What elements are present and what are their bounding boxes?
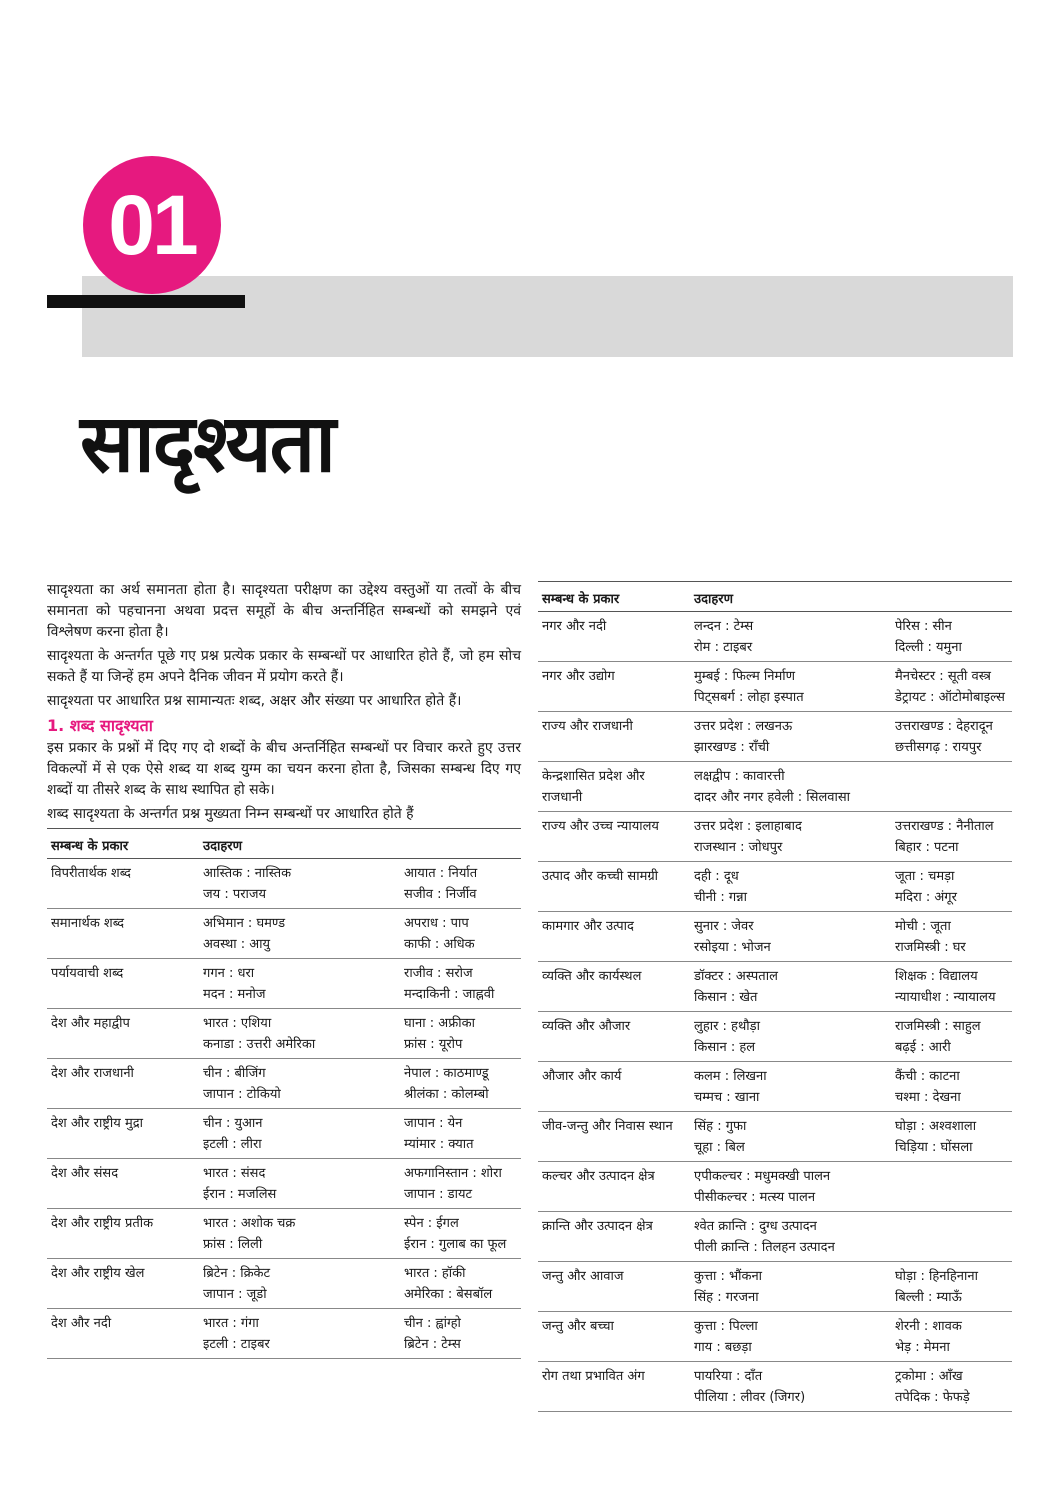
relation-type: कामगार और उत्पाद	[538, 912, 690, 962]
example-pair: चीन : युआन	[203, 1116, 263, 1131]
example-pair: रोम : टाइबर	[694, 640, 753, 655]
table-row	[538, 1362, 1012, 1412]
example-pair: डेट्रायट : ऑटोमोबाइल्स	[895, 690, 1005, 705]
relation-type: रोग तथा प्रभावित अंग	[538, 1362, 690, 1412]
example-pair: कनाडा : उत्तरी अमेरिका	[203, 1037, 316, 1052]
example-pair: रसोइया : भोजन	[694, 940, 771, 955]
example-cell	[690, 762, 1012, 812]
relation-type: देश और राष्ट्रीय प्रतीक	[47, 1209, 199, 1259]
table-header-examples: उदाहरण	[199, 829, 521, 859]
example-cell	[891, 862, 1012, 912]
relation-type: जीव-जन्तु और निवास स्थान	[538, 1112, 690, 1162]
example-pair: पायरिया : दाँत	[694, 1369, 763, 1384]
example-pair: कलम : लिखना	[694, 1069, 767, 1084]
example-cell	[690, 1212, 1012, 1262]
example-cell	[690, 1312, 891, 1362]
example-pair: ईरान : गुलाब का फूल	[404, 1237, 507, 1252]
relation-type: समानार्थक शब्द	[47, 909, 199, 959]
example-pair: झारखण्ड : राँची	[694, 740, 770, 755]
example-pair: पिट्सबर्ग : लोहा इस्पात	[694, 690, 804, 705]
table-row	[538, 962, 1012, 1012]
paragraph: इस प्रकार के प्रश्नों में दिए गए दो शब्दों के बीच अन्तर्निहित सम्बन्धों पर विचार करते हुए उत्तर विकल्पों में से एक ऐसे शब्द या शब्द युग्म का चयन करना होता है, जिसका सम्बन्ध दिए गए शब्दों या तीसरे शब्द के साथ स्थापित हो सके।	[47, 740, 521, 798]
table-row	[47, 1059, 521, 1109]
example-pair: गगन : धरा	[203, 966, 255, 981]
example-cell	[199, 1159, 400, 1209]
relation-type: राज्य और राजधानी	[538, 712, 690, 762]
example-cell	[690, 1162, 1012, 1212]
relation-type: देश और राष्ट्रीय मुद्रा	[47, 1109, 199, 1159]
example-pair: न्यायाधीश : न्यायालय	[895, 990, 996, 1005]
example-pair: मैनचेस्टर : सूती वस्त्र	[895, 669, 991, 684]
example-pair: भारत : हॉकी	[404, 1266, 466, 1281]
example-pair: चिड़िया : घोंसला	[895, 1140, 973, 1155]
relation-type: उत्पाद और कच्ची सामग्री	[538, 862, 690, 912]
example-pair: पीलिया : लीवर (जिगर)	[694, 1390, 806, 1405]
example-pair: सिंह : गुफा	[694, 1119, 747, 1134]
example-cell	[690, 612, 891, 662]
example-pair: लुहार : हथौड़ा	[694, 1019, 760, 1034]
example-pair: मदिरा : अंगूर	[895, 890, 957, 905]
chapter-number: 01	[108, 177, 196, 272]
header-band	[82, 276, 1013, 357]
example-pair: श्वेत क्रान्ति : दुग्ध उत्पादन	[694, 1219, 817, 1234]
example-cell	[400, 1309, 521, 1359]
example-pair: इटली : लीरा	[203, 1137, 262, 1152]
example-cell	[199, 1209, 400, 1259]
relation-table-left	[47, 828, 521, 1359]
example-cell	[690, 812, 891, 862]
table-row	[538, 1162, 1012, 1212]
relation-type: केन्द्रशासित प्रदेश और राजधानी	[538, 762, 690, 812]
relation-type: व्यक्ति और औजार	[538, 1012, 690, 1062]
example-cell	[400, 1009, 521, 1059]
example-cell	[400, 1159, 521, 1209]
example-cell	[400, 1109, 521, 1159]
relation-type: नगर और उद्योग	[538, 662, 690, 712]
paragraph: सादृश्यता के अन्तर्गत पूछे गए प्रश्न प्रत्येक प्रकार के सम्बन्धों पर आधारित होते हैं, जो हम सोच सकते हैं या जिन्हें हम अपने दैनिक जीवन में प्रयोग करते हैं।	[47, 648, 521, 685]
example-pair: उत्तराखण्ड : देहरादून	[895, 719, 993, 734]
relation-type: देश और राजधानी	[47, 1059, 199, 1109]
intro-text	[47, 580, 521, 712]
example-pair: काफी : अधिक	[404, 937, 475, 952]
relation-type: देश और महाद्वीप	[47, 1009, 199, 1059]
relation-type: राज्य और उच्च न्यायालय	[538, 812, 690, 862]
example-pair: चीन : बीजिंग	[203, 1066, 266, 1081]
table-header-type: सम्बन्ध के प्रकार	[47, 829, 199, 859]
table-row	[47, 1159, 521, 1209]
example-pair: फ्रांस : यूरोप	[404, 1037, 463, 1052]
example-pair: चीन : ह्वांग्हो	[404, 1316, 461, 1331]
table-row	[47, 1109, 521, 1159]
example-pair: ब्रिटेन : क्रिकेट	[203, 1266, 271, 1281]
example-cell	[891, 1112, 1012, 1162]
table-row	[538, 862, 1012, 912]
example-pair: दादर और नगर हवेली : सिलवासा	[694, 790, 851, 805]
example-cell	[690, 862, 891, 912]
table-row	[538, 662, 1012, 712]
example-pair: गाय : बछड़ा	[694, 1340, 752, 1355]
example-cell	[400, 1059, 521, 1109]
example-pair: शिक्षक : विद्यालय	[895, 969, 978, 984]
section-heading: 1. शब्द सादृश्यता	[47, 716, 153, 735]
table-row	[47, 1259, 521, 1309]
chapter-number-badge	[83, 156, 221, 294]
table-row	[538, 612, 1012, 662]
example-pair: एपीकल्चर : मधुमक्खी पालन	[694, 1169, 831, 1184]
table-row	[538, 712, 1012, 762]
example-pair: कुत्ता : पिल्ला	[694, 1319, 758, 1334]
example-pair: जापान : येन	[404, 1116, 463, 1131]
section-text	[47, 738, 521, 825]
example-pair: जापान : जूडो	[203, 1287, 267, 1302]
example-cell	[400, 909, 521, 959]
example-cell	[690, 1012, 891, 1062]
example-pair: भेड़ : मेमना	[895, 1340, 950, 1355]
table-row	[47, 959, 521, 1009]
example-pair: अपराध : पाप	[404, 916, 469, 931]
example-pair: जूता : चमड़ा	[895, 869, 955, 884]
example-pair: श्रीलंका : कोलम्बो	[404, 1087, 489, 1102]
paragraph: सादृश्यता का अर्थ समानता होता है। सादृश्यता परीक्षण का उद्देश्य वस्तुओं या तत्वों के बीच समानता को पहचानना अथवा प्रदत्त समूहों के बीच अन्तर्निहित सम्बन्धों को समझने एवं विश्लेषण करना होता है।	[47, 582, 521, 640]
example-cell	[199, 959, 400, 1009]
example-pair: लक्षद्वीप : कावारत्ती	[694, 769, 785, 784]
right-column	[538, 581, 1012, 1412]
example-pair: चीनी : गन्ना	[694, 890, 747, 905]
example-pair: पेरिस : सीन	[895, 619, 952, 634]
example-pair: भारत : एशिया	[203, 1016, 272, 1031]
example-pair: चम्मच : खाना	[694, 1090, 760, 1105]
example-pair: जापान : टोकियो	[203, 1087, 281, 1102]
example-cell	[891, 1362, 1012, 1412]
example-pair: अफगानिस्तान : शोरा	[404, 1166, 502, 1181]
example-pair: घाना : अफ्रीका	[404, 1016, 475, 1031]
example-pair: बढ़ई : आरी	[895, 1040, 951, 1055]
example-cell	[690, 712, 891, 762]
example-cell	[400, 859, 521, 909]
relation-type: कल्चर और उत्पादन क्षेत्र	[538, 1162, 690, 1212]
example-pair: ईरान : मजलिस	[203, 1187, 277, 1202]
example-pair: घोड़ा : अश्वशाला	[895, 1119, 977, 1134]
example-pair: स्पेन : ईगल	[404, 1216, 459, 1231]
table-row	[47, 859, 521, 909]
example-pair: भारत : गंगा	[203, 1316, 259, 1331]
example-cell	[199, 1109, 400, 1159]
example-cell	[199, 859, 400, 909]
example-pair: पीसीकल्चर : मत्स्य पालन	[694, 1190, 816, 1205]
paragraph: सादृश्यता पर आधारित प्रश्न सामान्यतः शब्द, अक्षर और संख्या पर आधारित होते हैं।	[47, 693, 462, 709]
example-cell	[690, 1262, 891, 1312]
example-cell	[199, 1309, 400, 1359]
relation-type: विपरीतार्थक शब्द	[47, 859, 199, 909]
table-row	[538, 912, 1012, 962]
example-pair: फ्रांस : लिली	[203, 1237, 263, 1252]
relation-type: देश और नदी	[47, 1309, 199, 1359]
example-cell	[199, 1059, 400, 1109]
example-cell	[891, 962, 1012, 1012]
example-pair: राजीव : सरोज	[404, 966, 473, 981]
example-cell	[891, 812, 1012, 862]
example-pair: बिहार : पटना	[895, 840, 959, 855]
table-row	[538, 762, 1012, 812]
relation-type: व्यक्ति और कार्यस्थल	[538, 962, 690, 1012]
example-pair: छत्तीसगढ़ : रायपुर	[895, 740, 982, 755]
table-row	[538, 1112, 1012, 1162]
table-row	[538, 1312, 1012, 1362]
example-cell	[690, 662, 891, 712]
example-cell	[400, 1209, 521, 1259]
table-row	[538, 1262, 1012, 1312]
example-pair: डॉक्टर : अस्पताल	[694, 969, 778, 984]
example-cell	[891, 1012, 1012, 1062]
example-pair: सिंह : गरजना	[694, 1290, 759, 1305]
example-cell	[400, 959, 521, 1009]
example-cell	[690, 1362, 891, 1412]
table-row	[47, 1009, 521, 1059]
paragraph: शब्द सादृश्यता के अन्तर्गत प्रश्न मुख्यता निम्न सम्बन्धों पर आधारित होते हैं	[47, 806, 414, 822]
example-cell	[690, 1062, 891, 1112]
example-pair: लन्दन : टेम्स	[694, 619, 754, 634]
example-pair: जापान : डायट	[404, 1187, 473, 1202]
example-pair: राजमिस्त्री : साहुल	[895, 1019, 981, 1034]
chapter-title: सादृश्यता	[80, 397, 334, 490]
example-pair: दिल्ली : यमुना	[895, 640, 962, 655]
example-pair: मुम्बई : फिल्म निर्माण	[694, 669, 795, 684]
table-row	[47, 1209, 521, 1259]
example-pair: चश्मा : देखना	[895, 1090, 961, 1105]
table-row	[538, 1012, 1012, 1062]
example-pair: तपेदिक : फेफड़े	[895, 1390, 970, 1405]
example-cell	[891, 612, 1012, 662]
example-cell	[690, 1112, 891, 1162]
example-pair: अभिमान : घमण्ड	[203, 916, 286, 931]
example-pair: ब्रिटेन : टेम्स	[404, 1337, 461, 1352]
table-row	[538, 1212, 1012, 1262]
example-cell	[199, 1259, 400, 1309]
relation-type: जन्तु और बच्चा	[538, 1312, 690, 1362]
header-bar	[47, 295, 245, 308]
relation-type: देश और राष्ट्रीय खेल	[47, 1259, 199, 1309]
example-pair: घोड़ा : हिनहिनाना	[895, 1269, 978, 1284]
example-cell	[690, 912, 891, 962]
example-pair: राजमिस्त्री : घर	[895, 940, 966, 955]
example-pair: भारत : संसद	[203, 1166, 266, 1181]
example-cell	[199, 1009, 400, 1059]
relation-type: नगर और नदी	[538, 612, 690, 662]
example-pair: किसान : खेत	[694, 990, 758, 1005]
relation-table-right	[538, 581, 1012, 1412]
example-pair: आयात : निर्यात	[404, 866, 478, 881]
example-pair: अमेरिका : बेसबॉल	[404, 1287, 493, 1302]
example-pair: नेपाल : काठमाण्डू	[404, 1066, 489, 1081]
example-pair: मदन : मनोज	[203, 987, 266, 1002]
relation-type: क्रान्ति और उत्पादन क्षेत्र	[538, 1212, 690, 1262]
example-pair: मन्दाकिनी : जाह्नवी	[404, 987, 495, 1002]
relation-type: औजार और कार्य	[538, 1062, 690, 1112]
example-pair: ट्रकोमा : आँख	[895, 1369, 963, 1384]
example-pair: सजीव : निर्जीव	[404, 887, 477, 902]
table-row	[47, 909, 521, 959]
table-row	[538, 812, 1012, 862]
example-pair: चूहा : बिल	[694, 1140, 745, 1155]
example-cell	[891, 1062, 1012, 1112]
left-column	[47, 580, 521, 1359]
example-cell	[891, 912, 1012, 962]
relation-type: जन्तु और आवाज	[538, 1262, 690, 1312]
relation-type: देश और संसद	[47, 1159, 199, 1209]
example-pair: अवस्था : आयु	[203, 937, 271, 952]
example-pair: पीली क्रान्ति : तिलहन उत्पादन	[694, 1240, 835, 1255]
example-pair: उत्तर प्रदेश : लखनऊ	[694, 719, 793, 734]
example-pair: मोची : जूता	[895, 919, 951, 934]
table-header-type: सम्बन्ध के प्रकार	[538, 582, 690, 612]
example-cell	[891, 1312, 1012, 1362]
example-cell	[891, 1262, 1012, 1312]
example-pair: आस्तिक : नास्तिक	[203, 866, 292, 881]
example-pair: सुनार : जेवर	[694, 919, 754, 934]
example-pair: भारत : अशोक चक्र	[203, 1216, 296, 1231]
example-cell	[400, 1259, 521, 1309]
example-pair: शेरनी : शावक	[895, 1319, 962, 1334]
example-cell	[891, 662, 1012, 712]
example-pair: बिल्ली : म्याऊँ	[895, 1290, 962, 1305]
example-cell	[891, 712, 1012, 762]
example-pair: उत्तर प्रदेश : इलाहाबाद	[694, 819, 802, 834]
example-pair: म्यांमार : क्यात	[404, 1137, 474, 1152]
example-cell	[199, 909, 400, 959]
example-cell	[690, 962, 891, 1012]
example-pair: जय : पराजय	[203, 887, 267, 902]
relation-type: पर्यायवाची शब्द	[47, 959, 199, 1009]
example-pair: राजस्थान : जोधपुर	[694, 840, 783, 855]
table-header-examples: उदाहरण	[690, 582, 1012, 612]
table-row	[538, 1062, 1012, 1112]
table-row	[47, 1309, 521, 1359]
example-pair: दही : दूध	[694, 869, 739, 884]
example-pair: उत्तराखण्ड : नैनीताल	[895, 819, 994, 834]
example-pair: इटली : टाइबर	[203, 1337, 270, 1352]
example-pair: कैंची : काटना	[895, 1069, 960, 1084]
example-pair: किसान : हल	[694, 1040, 756, 1055]
example-pair: कुत्ता : भौंकना	[694, 1269, 763, 1284]
